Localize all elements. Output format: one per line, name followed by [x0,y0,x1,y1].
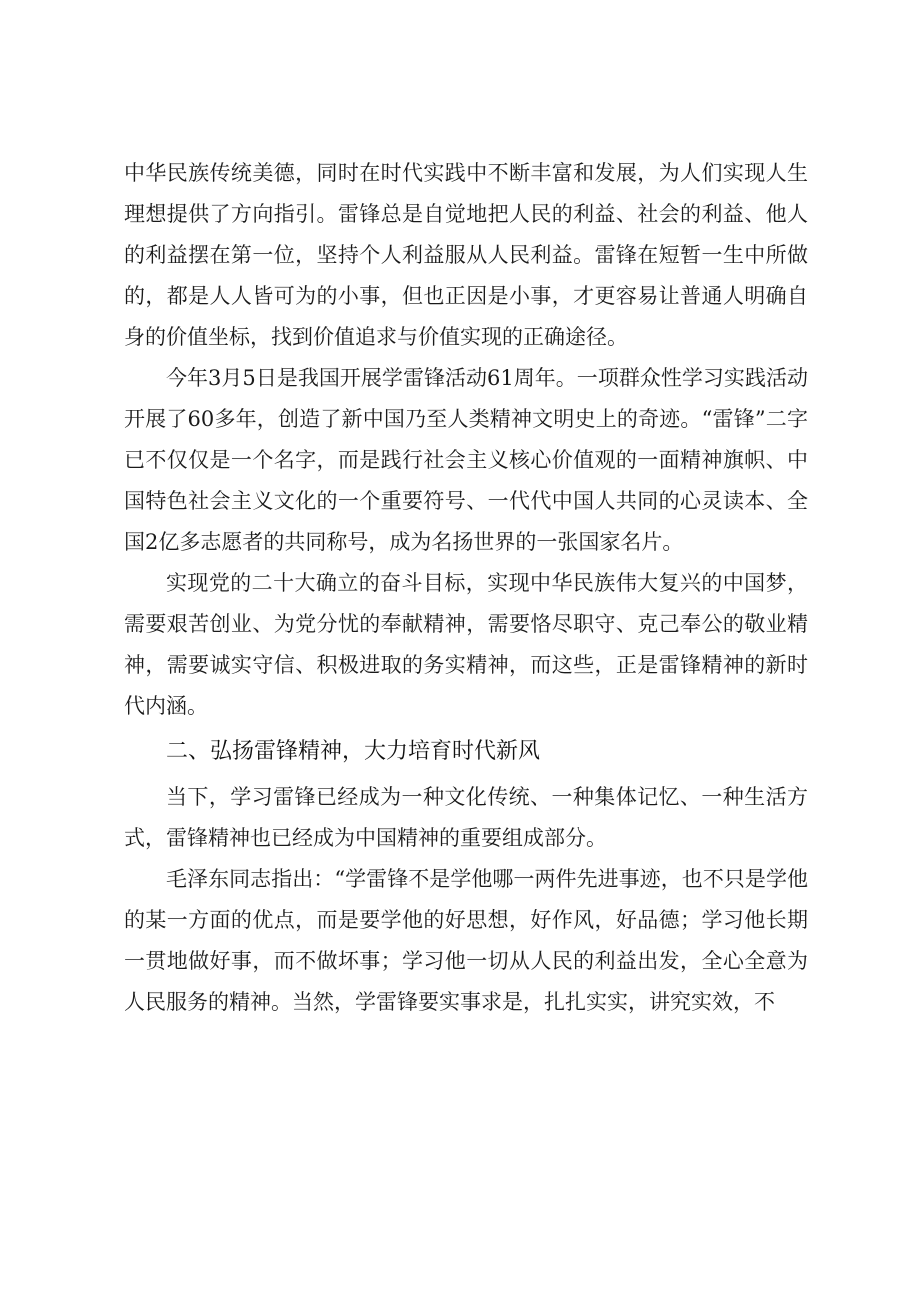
paragraph-new-era: 实现党的二十大确立的奋斗目标，实现中华民族伟大复兴的中国梦，需要艰苦创业、为党分忧的奉献精神，需要恪尽职守、克己奉公的敬业精神，需要诚实守信、积极进取的务实精神，而这些，正是雷锋精神的新时代内涵。 [124,571,808,718]
section-heading: 二、弘扬雷锋精神，大力培育时代新风 [166,739,541,764]
paragraph-anniversary: 今年3月5日是我国开展学雷锋活动61周年。一项群众性学习实践活动开展了60多年，创造了新中国乃至人类精神文明史上的奇迹。“雷锋”二字已不仅仅是一个名字，而是践行社会主义核心价值观的一面精神旗帜、中国特色社会主义文化的一个重要符号、一代代中国人共同的心灵读本、全国2亿多志愿者的共同称号，成为名扬世界的一张国家名片。 [124,366,808,554]
paragraph-mao-quote: 毛泽东同志指出：“学雷锋不是学他哪一两件先进事迹，也不只是学他的某一方面的优点，而是要学他的好思想，好作风，好品德；学习他长期一贯地做好事，而不做坏事；学习他一切从人民的利益出发，全心全意为人民服务的精神。当然，学雷锋要实事求是，扎扎实实，讲究实效，不 [124,867,808,1014]
paragraph-continuation: 中华民族传统美德，同时在时代实践中不断丰富和发展，为人们实现人生理想提供了方向指引。雷锋总是自觉地把人民的利益、社会的利益、他人的利益摆在第一位，坚持个人利益服从人民利益。雷锋在短暂一生中所做的，都是人人皆可为的小事，但也正因是小事，才更容易让普通人明确自身的价值坐标，找到价值追求与价值实现的正确途径。 [124,161,808,349]
paragraph-cultural-tradition: 当下，学习雷锋已经成为一种文化传统、一种集体记忆、一种生活方式，雷锋精神也已经成为中国精神的重要组成部分。 [124,785,808,850]
document-body [124,153,808,1023]
